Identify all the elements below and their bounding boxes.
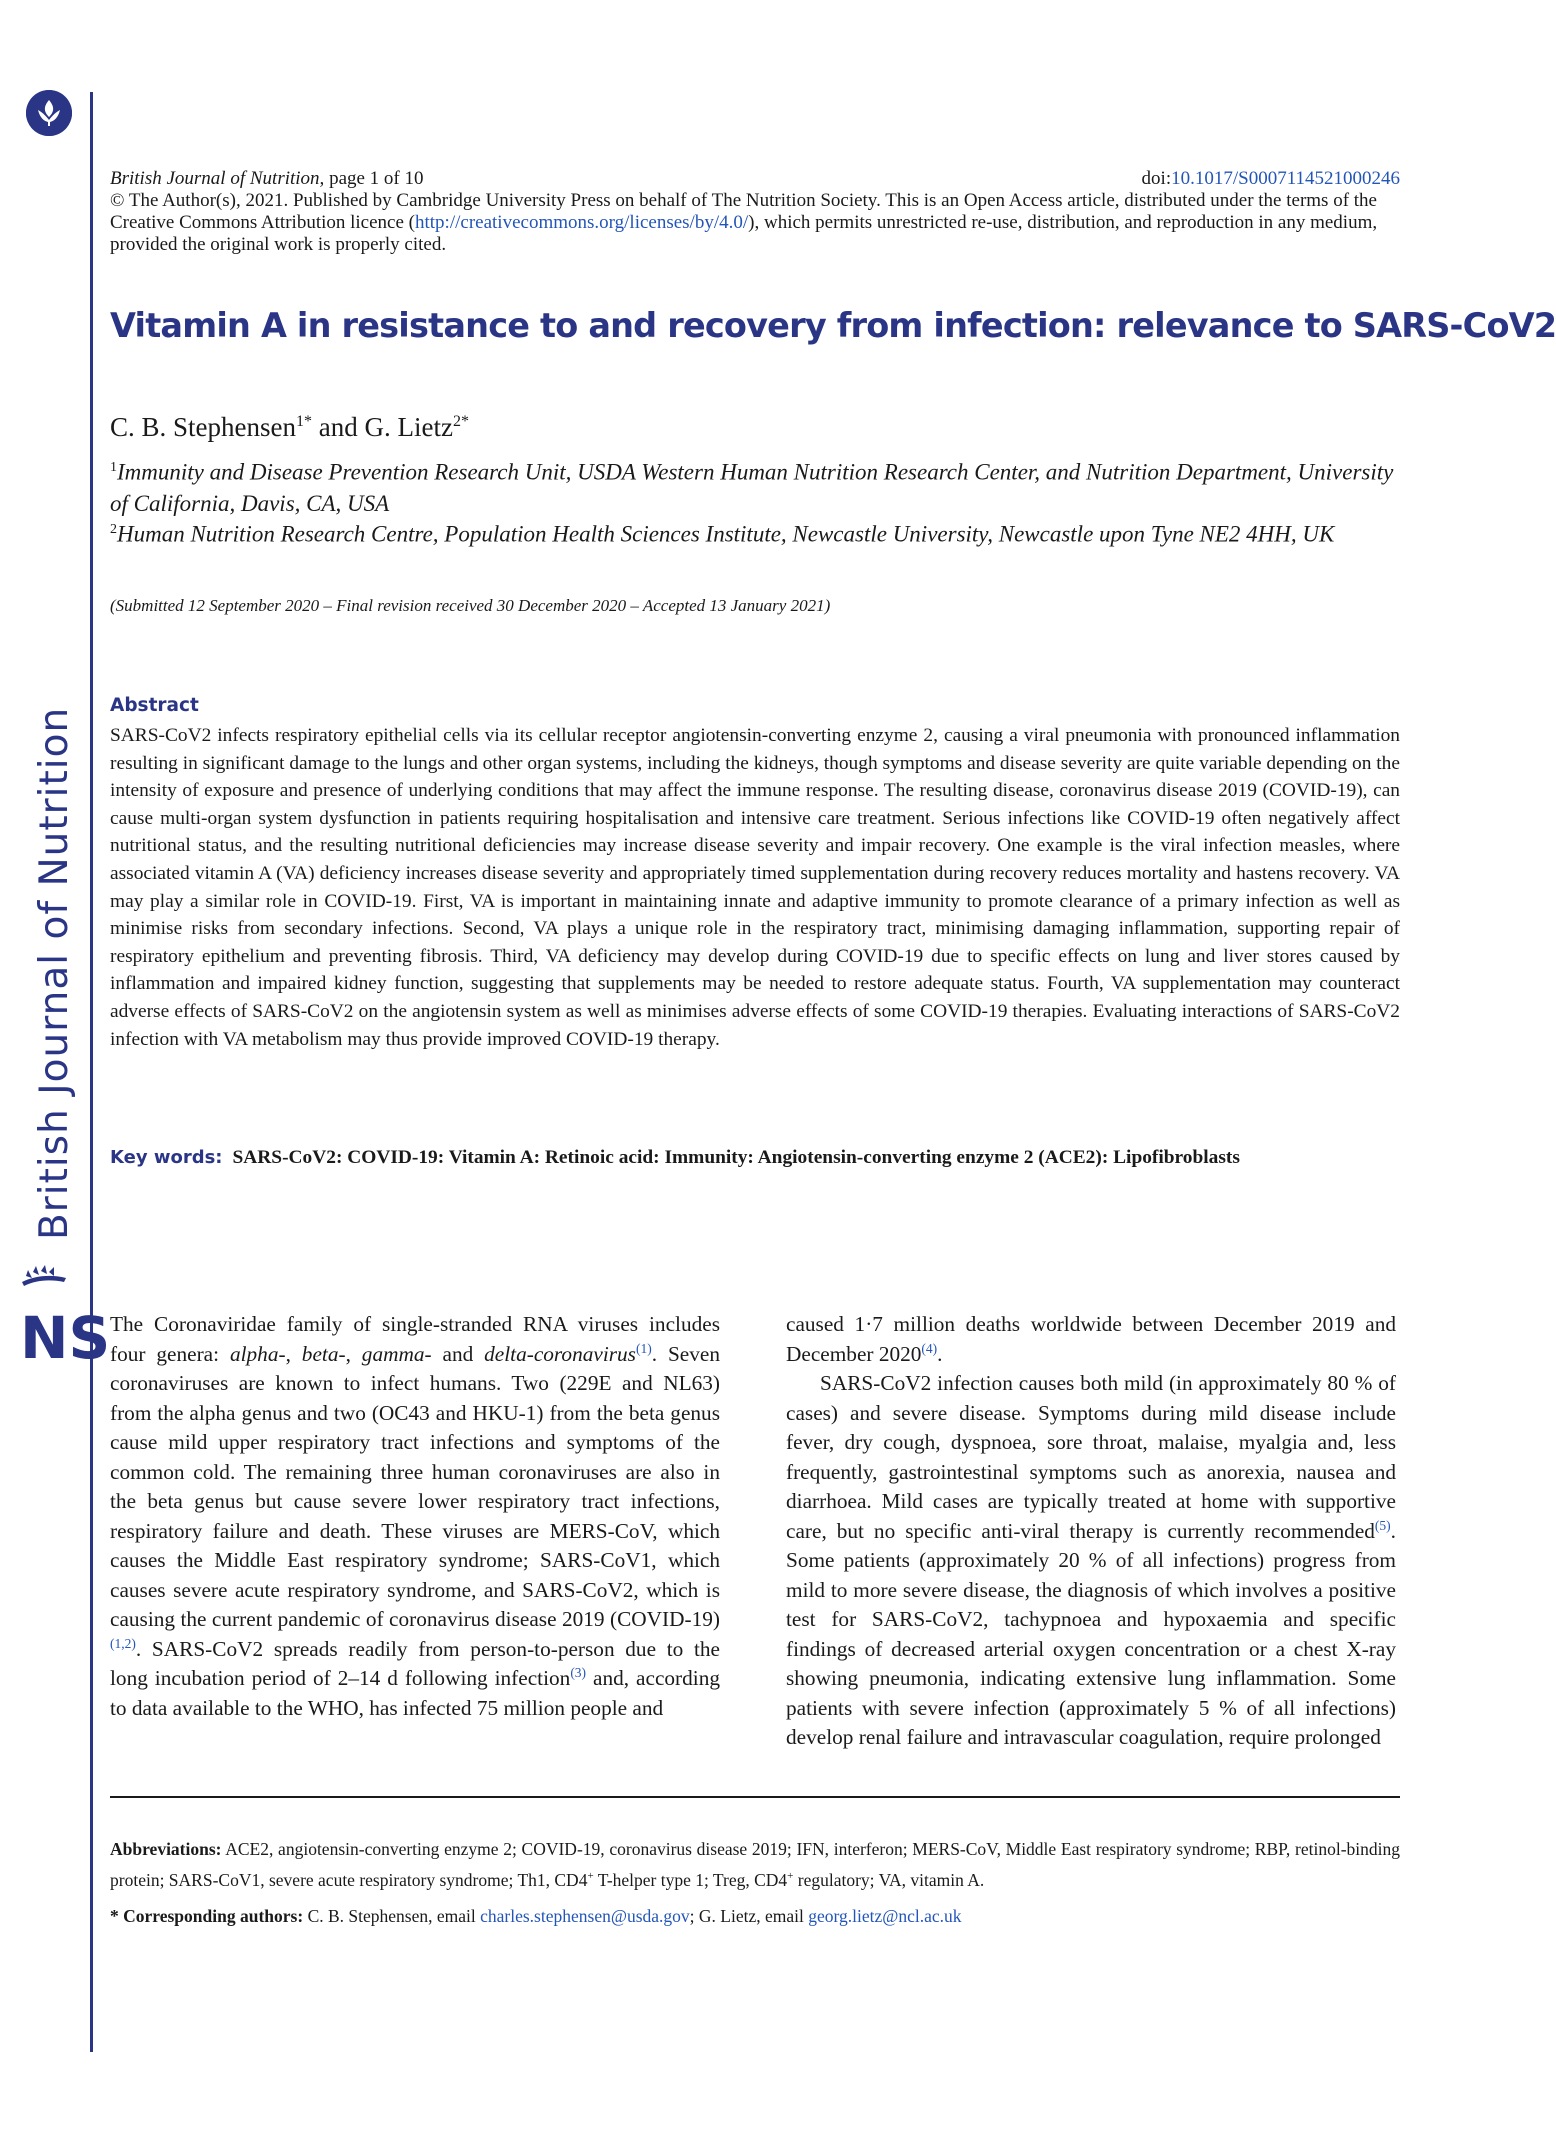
keywords-label: Key words:	[110, 1147, 223, 1168]
corresponding-authors: * Corresponding authors: C. B. Stephensen, email charles.stephensen@usda.gov; G. Lietz, email georg.lietz@ncl.ac.uk	[110, 1906, 962, 1926]
email-link-lietz[interactable]: georg.lietz@ncl.ac.uk	[808, 1906, 962, 1926]
citation-link[interactable]: (1,2)	[110, 1635, 136, 1651]
body-column-right	[786, 1310, 1396, 1753]
sidebar-journal-name: British Journal of Nutrition	[32, 706, 77, 1240]
submission-dates: (Submitted 12 September 2020 – Final revision received 30 December 2020 – Accepted 13 January 2021)	[110, 596, 831, 615]
crossmark-icon[interactable]	[26, 90, 72, 136]
citation-link[interactable]: (3)	[570, 1664, 587, 1680]
abstract-text: SARS-CoV2 infects respiratory epithelial cells via its cellular receptor angiotensin-converting enzyme 2, causing a viral pneumonia with pronounced inflammation resulting in significant damage to the lungs and other organ systems, including the kidneys, though symptoms and disease severity are quite variable depending on the intensity of exposure and presence of underlying conditions that may affect the immune response. The resulting disease, coronavirus disease 2019 (COVID-19), can cause multi-organ system dysfunction in patients requiring hospitalisation and intensive care treatment. Serious infections like COVID-19 often negatively affect nutritional status, and the resulting nutritional deficiencies may increase disease severity and impair recovery. One example is the viral infection measles, where associated vitamin A (VA) deficiency increases disease severity and appropriately timed supplementation during recovery reduces mortality and hastens recovery. VA may play a similar role in COVID-19. First, VA is important in maintaining innate and adaptive immunity to promote clearance of a primary infection as well as minimise risks from secondary infections. Second, VA plays a unique role in the respiratory tract, minimising damaging inflammation, supporting repair of respiratory epithelium and preventing fibrosis. Third, VA deficiency may develop during COVID-19 due to specific effects on lung and liver stores caused by inflammation and impaired kidney function, suggesting that supplements may be needed to restore adequate status. Fourth, VA supplementation may counteract adverse effects of SARS-CoV2 on the angiotensin system as well as minimises adverse effects of some COVID-19 therapies. Evaluating interactions of SARS-CoV2 infection with VA metabolism may thus provide improved COVID-19 therapy.	[110, 725, 1400, 1050]
body-paragraph: SARS-CoV2 infection causes both mild (in approximately 80 % of cases) and severe disease. Symptoms during mild disease include fever, dry cough, dyspnoea, sore throat, malaise, myalgia and, less frequently, gastrointestinal symptoms such as anorexia, nausea and diarrhoea. Mild cases are typically treated at home with supportive care, but no specific anti-viral therapy is currently recommended$^{(5)}$. Some patients (approximately 20 % of all infections) progress from mild to more severe disease, the diagnosis of which involves a positive test for SARS-CoV2, tachypnoea and hypoxaemia and specific findings of decreased arterial oxygen concentration or a chest X-ray showing pneumonia, indicating extensive lung inflammation. Some patients with severe infection (approximately 5 % of all infections) develop renal failure and intravascular coagulation, require prolonged	[786, 1371, 1396, 1749]
email-link-stephensen[interactable]: charles.stephensen@usda.gov	[480, 1906, 690, 1926]
doi-link[interactable]: 10.1017/S0007114521000246	[1171, 168, 1400, 189]
doi: doi:10.1017/S0007114521000246	[1141, 168, 1400, 189]
keywords	[110, 1144, 1400, 1171]
ns-logo-icon	[14, 1262, 111, 1372]
footnote-divider	[110, 1796, 1400, 1798]
license-text: © The Author(s), 2021. Published by Cambridge University Press on behalf of The Nutrition Society. This is an Open Access article, distributed under the terms of the Creative Commons Attribution licence (http://creativecommons.org/licenses/by/4.0/), which permits unrestricted re-use, distribution, and reproduction in any medium, provided the original work is properly cited.	[110, 190, 1378, 255]
body-column-left	[110, 1310, 720, 1723]
citation-link[interactable]: (5)	[1374, 1517, 1391, 1533]
body-paragraph: caused 1·7 million deaths worldwide between December 2019 and December 2020$^{(4)}$.	[786, 1312, 1396, 1366]
running-header	[110, 168, 1400, 256]
license-link[interactable]: http://creativecommons.org/licenses/by/4.0/	[415, 212, 749, 233]
svg-text:NS: NS	[20, 1304, 111, 1372]
abbreviations: Abbreviations: ACE2, angiotensin-converting enzyme 2; COVID-19, coronavirus disease 2019; IFN, interferon; MERS-CoV, Middle East respiratory syndrome; RBP, retinol-binding protein; SARS-CoV1, severe acute respiratory syndrome; Th1, CD4+ T-helper type 1; Treg, CD4+ regulatory; VA, vitamin A.	[110, 1839, 1400, 1890]
journal-citation: British Journal of Nutrition, page 1 of 10	[110, 168, 424, 189]
left-margin-rule	[90, 92, 93, 2052]
affiliation-1: $^1$Immunity and Disease Prevention Research Unit, USDA Western Human Nutrition Research Center, and Nutrition Department, University of California, Davis, CA, USA	[110, 459, 1394, 516]
article-title: Vitamin A in resistance to and recovery from infection: relevance to SARS-CoV2	[110, 306, 1556, 345]
keywords-list: SARS-CoV2: COVID-19: Vitamin A: Retinoic acid: Immunity: Angiotensin-converting enzyme 2 (ACE2): Lipofibroblasts	[232, 1147, 1240, 1168]
author-list: C. B. Stephensen$^{1*}$ and G. Lietz$^{2*}$	[110, 412, 469, 442]
abstract-heading: Abstract	[110, 695, 199, 716]
affiliation-2: $^2$Human Nutrition Research Centre, Population Health Sciences Institute, Newcastle University, Newcastle upon Tyne NE2 4HH, UK	[110, 521, 1335, 547]
citation-link[interactable]: (4)	[921, 1340, 938, 1356]
body-paragraph: The Coronaviridae family of single-stranded RNA viruses includes four genera: alpha-, beta-, gamma- and delta-coronavirus$^{(1)}$. Seven coronaviruses are known to infect humans. Two (229E and NL63) from the alpha genus and two (OC43 and HKU-1) from the beta genus cause mild upper respiratory tract infections and symptoms of the common cold. The remaining three human coronaviruses are also in the beta genus but cause severe lower respiratory tract infections, respiratory failure and death. These viruses are MERS-CoV, which causes the Middle East respiratory syndrome; SARS-CoV1, which causes severe acute respiratory syndrome, and SARS-CoV2, which is causing the current pandemic of coronavirus disease 2019 (COVID-19)$^{(1,2)}$. SARS-CoV2 spreads readily from person-to-person due to the long incubation period of 2–14 d following infection$^{(3)}$ and, according to data available to the WHO, has infected 75 million people and	[110, 1312, 721, 1720]
citation-link[interactable]: (1)	[635, 1340, 652, 1356]
